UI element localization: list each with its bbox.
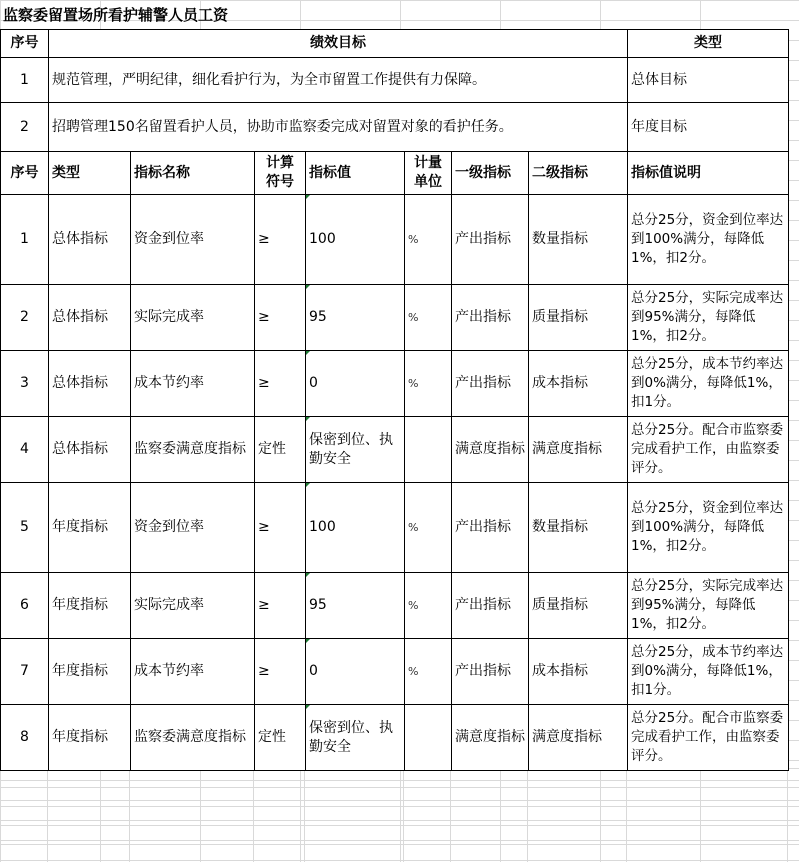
indicator-seq[interactable]: 5 bbox=[1, 483, 49, 573]
grid-line bbox=[450, 768, 451, 862]
goal-seq[interactable]: 2 bbox=[1, 103, 49, 152]
goal-type[interactable]: 总体目标 bbox=[628, 58, 789, 103]
indicator-symbol[interactable]: 定性 bbox=[255, 417, 306, 483]
indicator-level2[interactable]: 数量指标 bbox=[529, 483, 628, 573]
indicator-row bbox=[1, 639, 789, 705]
goal-row bbox=[1, 58, 789, 103]
indicator-seq[interactable]: 2 bbox=[1, 285, 49, 351]
indicator-unit[interactable]: % bbox=[405, 483, 452, 573]
indicator-level2[interactable]: 满意度指标 bbox=[529, 417, 628, 483]
indicator-desc[interactable]: 总分25分，资金到位率达到100%满分，每降低1%，扣2分。 bbox=[628, 195, 789, 285]
indicator-level1[interactable]: 产出指标 bbox=[452, 573, 529, 639]
indicator-row bbox=[1, 417, 789, 483]
goals-header-row bbox=[1, 30, 789, 58]
indicator-unit[interactable]: % bbox=[405, 285, 452, 351]
indicator-unit[interactable]: % bbox=[405, 639, 452, 705]
indicator-name[interactable]: 成本节约率 bbox=[131, 639, 255, 705]
indicator-level2[interactable]: 质量指标 bbox=[529, 573, 628, 639]
ind-header-value[interactable]: 指标值 bbox=[306, 152, 405, 195]
indicator-desc[interactable]: 总分25分。配合市监察委完成看护工作，由监察委评分。 bbox=[628, 417, 789, 483]
indicator-value[interactable]: 95 bbox=[306, 573, 405, 639]
indicator-level2[interactable]: 成本指标 bbox=[529, 351, 628, 417]
indicator-name[interactable]: 资金到位率 bbox=[131, 483, 255, 573]
indicator-type[interactable]: 总体指标 bbox=[49, 195, 131, 285]
indicator-level2[interactable]: 满意度指标 bbox=[529, 705, 628, 771]
indicator-row bbox=[1, 195, 789, 285]
indicator-value[interactable]: 0 bbox=[306, 639, 405, 705]
indicator-value[interactable]: 保密到位、执勤安全 bbox=[306, 417, 405, 483]
indicator-symbol[interactable]: ≥ bbox=[255, 483, 306, 573]
indicator-unit[interactable] bbox=[405, 417, 452, 483]
ind-header-name[interactable]: 指标名称 bbox=[131, 152, 255, 195]
indicator-unit[interactable]: % bbox=[405, 195, 452, 285]
grid-line bbox=[527, 768, 528, 862]
indicator-row bbox=[1, 351, 789, 417]
indicator-row bbox=[1, 573, 789, 639]
goal-row bbox=[1, 103, 789, 152]
indicator-value[interactable]: 0 bbox=[306, 351, 405, 417]
indicator-level1[interactable]: 满意度指标 bbox=[452, 705, 529, 771]
indicator-desc[interactable]: 总分25分，实际完成率达到95%满分，每降低1%，扣2分。 bbox=[628, 573, 789, 639]
indicator-row bbox=[1, 705, 789, 771]
indicator-type[interactable]: 年度指标 bbox=[49, 483, 131, 573]
ind-header-desc[interactable]: 指标值说明 bbox=[628, 152, 789, 195]
header-goal[interactable]: 绩效目标 bbox=[49, 30, 628, 58]
goal-type[interactable]: 年度目标 bbox=[628, 103, 789, 152]
indicator-level1[interactable]: 产出指标 bbox=[452, 639, 529, 705]
indicator-type[interactable]: 总体指标 bbox=[49, 417, 131, 483]
indicator-name[interactable]: 监察委满意度指标 bbox=[131, 417, 255, 483]
header-type[interactable]: 类型 bbox=[628, 30, 789, 58]
indicator-value[interactable]: 100 bbox=[306, 483, 405, 573]
indicator-name[interactable]: 成本节约率 bbox=[131, 351, 255, 417]
indicator-symbol[interactable]: 定性 bbox=[255, 705, 306, 771]
indicator-row bbox=[1, 483, 789, 573]
ind-header-l2[interactable]: 二级指标 bbox=[529, 152, 628, 195]
indicator-name[interactable]: 实际完成率 bbox=[131, 285, 255, 351]
indicator-level2[interactable]: 成本指标 bbox=[529, 639, 628, 705]
ind-header-l1[interactable]: 一级指标 bbox=[452, 152, 529, 195]
indicator-name[interactable]: 监察委满意度指标 bbox=[131, 705, 255, 771]
indicator-row bbox=[1, 285, 789, 351]
indicator-value[interactable]: 100 bbox=[306, 195, 405, 285]
indicator-type[interactable]: 总体指标 bbox=[49, 285, 131, 351]
indicator-seq[interactable]: 3 bbox=[1, 351, 49, 417]
indicator-level1[interactable]: 产出指标 bbox=[452, 285, 529, 351]
empty-rows bbox=[0, 768, 799, 862]
grid-line bbox=[253, 768, 254, 862]
indicator-symbol[interactable]: ≥ bbox=[255, 639, 306, 705]
indicator-level1[interactable]: 产出指标 bbox=[452, 351, 529, 417]
sheet-title: 监察委留置场所看护辅警人员工资 bbox=[3, 6, 229, 24]
indicator-seq[interactable]: 4 bbox=[1, 417, 49, 483]
grid-line bbox=[787, 768, 788, 862]
goal-text[interactable]: 规范管理，严明纪律，细化看护行为，为全市留置工作提供有力保障。 bbox=[49, 58, 628, 103]
ind-header-symbol[interactable]: 计算符号 bbox=[255, 152, 306, 195]
indicator-level1[interactable]: 产出指标 bbox=[452, 195, 529, 285]
indicator-type[interactable]: 总体指标 bbox=[49, 351, 131, 417]
grid-line bbox=[129, 768, 130, 862]
indicator-symbol[interactable]: ≥ bbox=[255, 351, 306, 417]
grid-line bbox=[626, 768, 627, 862]
goal-text[interactable]: 招聘管理150名留置看护人员，协助市监察委完成对留置对象的看护任务。 bbox=[49, 103, 628, 152]
indicator-rows bbox=[1, 195, 789, 771]
indicator-unit[interactable]: % bbox=[405, 351, 452, 417]
indicator-type[interactable]: 年度指标 bbox=[49, 639, 131, 705]
ind-header-type[interactable]: 类型 bbox=[49, 152, 131, 195]
header-seq[interactable]: 序号 bbox=[1, 30, 49, 58]
indicator-type[interactable]: 年度指标 bbox=[49, 705, 131, 771]
indicator-value[interactable]: 保密到位、执勤安全 bbox=[306, 705, 405, 771]
indicator-unit[interactable]: % bbox=[405, 573, 452, 639]
ind-header-seq[interactable]: 序号 bbox=[1, 152, 49, 195]
indicator-level2[interactable]: 质量指标 bbox=[529, 285, 628, 351]
indicator-type[interactable]: 年度指标 bbox=[49, 573, 131, 639]
indicator-symbol[interactable]: ≥ bbox=[255, 573, 306, 639]
indicator-desc[interactable]: 总分25分，实际完成率达到95%满分，每降低1%，扣2分。 bbox=[628, 285, 789, 351]
indicator-seq[interactable]: 1 bbox=[1, 195, 49, 285]
indicators-header-row bbox=[1, 152, 789, 195]
grid-line bbox=[304, 768, 305, 862]
indicator-desc[interactable]: 总分25分。配合市监察委完成看护工作，由监察委评分。 bbox=[628, 705, 789, 771]
ind-header-unit[interactable]: 计量单位 bbox=[405, 152, 452, 195]
grid-line bbox=[47, 768, 48, 862]
indicator-level2[interactable]: 数量指标 bbox=[529, 195, 628, 285]
indicator-value[interactable]: 95 bbox=[306, 285, 405, 351]
indicator-desc[interactable]: 总分25分，成本节约率达到0%满分，每降低1%，扣1分。 bbox=[628, 639, 789, 705]
indicator-name[interactable]: 资金到位率 bbox=[131, 195, 255, 285]
indicator-desc[interactable]: 总分25分，资金到位率达到100%满分，每降低1%，扣2分。 bbox=[628, 483, 789, 573]
indicator-unit[interactable] bbox=[405, 705, 452, 771]
goal-seq[interactable]: 1 bbox=[1, 58, 49, 103]
grid-line bbox=[403, 768, 404, 862]
indicator-symbol[interactable]: ≥ bbox=[255, 195, 306, 285]
indicator-seq[interactable]: 6 bbox=[1, 573, 49, 639]
indicator-level1[interactable]: 产出指标 bbox=[452, 483, 529, 573]
indicator-seq[interactable]: 8 bbox=[1, 705, 49, 771]
indicator-desc[interactable]: 总分25分，成本节约率达到0%满分，每降低1%，扣1分。 bbox=[628, 351, 789, 417]
indicator-symbol[interactable]: ≥ bbox=[255, 285, 306, 351]
indicator-name[interactable]: 实际完成率 bbox=[131, 573, 255, 639]
performance-table bbox=[0, 29, 789, 771]
indicator-level1[interactable]: 满意度指标 bbox=[452, 417, 529, 483]
indicator-seq[interactable]: 7 bbox=[1, 639, 49, 705]
